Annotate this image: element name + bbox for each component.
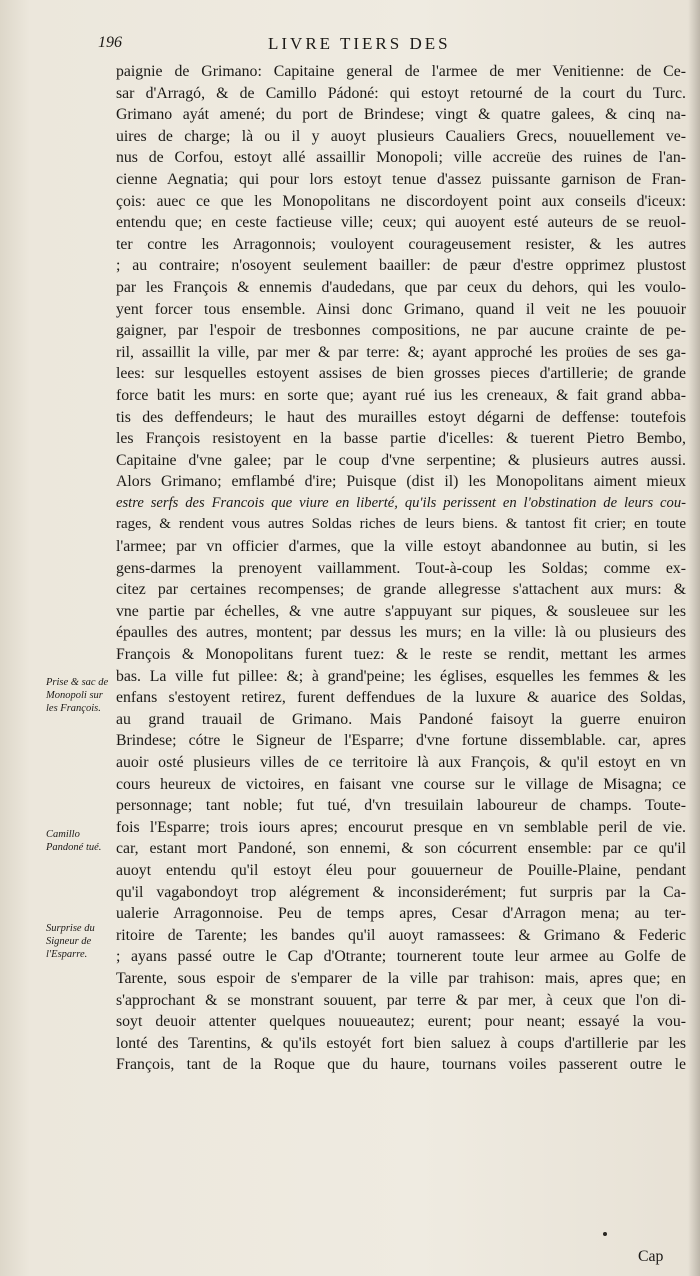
text-line: nus de Corfou, estoyt allé assaillir Monopoli; ville accreüe des ruines de l'an- [116,149,686,167]
page-number: 196 [98,34,122,51]
text-line: s'approchant & se monstrant souuent, par terre & par mer, à ceux que l'on di- [116,991,686,1009]
text-line: vne partie par échelles, & vne autre s'appuyant sur piques, & sousleuee sur les [116,602,686,620]
text-line: ril, assaillit la ville, par mer & par terre: &; ayant approché les proües de ses ga- [116,343,686,361]
margin-note-esparre: Surprise du Signeur de l'Esparre. [46,923,95,960]
running-title: LIVRE TIERS DES [268,34,451,53]
text-line: Tarente, sous espoir de s'emparer de la ville par trahison: mais, apres que; en [116,969,686,987]
text-line: ualerie Arragonnoise. Peu de temps apres, Cesar d'Arragon mena; au ter- [116,905,686,923]
text-line: Alors Grimano; emflambé d'ire; Puisque (dist il) les Monopolitans aiment mieux [116,473,686,491]
text-line: cienne Aegnatia; qui pour lors estoyt tenue d'assez puissante garnison de Fran- [116,170,686,188]
text-line: entendu que; en ceste factieuse ville; ceux; qui auoyent esté auteurs de se reuol- [116,214,686,232]
margin-note-pandone: Camillo Pandoné tué. [46,829,102,853]
text-line: auoir osté plusieurs villes de ce territoire là aux François, & qu'il estoyt en vn [116,754,686,771]
text-line: au grand trauail de Grimano. Mais Pandoné faisoyt la guerre enuiron [116,710,686,728]
text-line: enfans s'estoyent retirez, furent deffendues de la luxure & auarice des Soldas, [116,689,686,707]
text-line: gens-darmes la prenoyent vaillamment. Tout-à-coup les Soldas; comme ex- [116,559,686,577]
text-line: François & Monopolitans furent tuez: & le reste se rendit, mettant les armes [116,646,686,664]
text-line: auoyt entendu qu'il estoyt éleu pour gouuerneur de Pouille-Plaine, pendant [116,861,686,879]
text-line: les François resistoyent en la basse partie d'icelles: & tuerent Pietro Bembo, [116,430,686,448]
text-line: qu'il vagabondoyt trop alégrement & inconsiderément; fut surpris par la Ca- [116,883,686,901]
text-line: par les François & ennemis d'audedans, que par ceux du dehors, qui les voulo- [116,278,686,296]
text-line: cours heureux de victoires, en faisant vne course sur le village de Misagna; ce [116,775,686,793]
page-header [98,34,678,56]
text-line: paignie de Grimano: Capitaine general de l'armee de mer Venitienne: de Ce- [116,63,686,80]
binding-shadow [688,0,700,1276]
text-line: soyt deuoir attenter quelques nouueautez; eurent; pour neant; essayé la vou- [116,1013,686,1031]
text-line: yent forcer tous ensemble. Ainsi donc Grimano, quand il veit ne les pouuoir [116,300,686,318]
text-line: personnage; tant noble; fut tué, d'vn tresuilain laboureur de champs. Toute- [116,797,686,815]
text-line: lonté des Tarentins, & qu'ils estoyét fort bien saluez à coups d'artillerie par les [116,1034,686,1052]
body-text [116,61,686,1076]
text-line: l'armee; par vn officier d'armes, que la ville estoyt abandonnee au butin, si les [116,538,686,556]
text-line: lees: sur lesquelles estoyent assises de bien grosses pieces d'artillerie; de grande [116,365,686,383]
text-line: citez par certaines recompenses; de grande allegresse s'attachent aux murs: & [116,581,686,599]
text-line: épaulles des autres, montent; par dessus les murs; en la ville: là ou plusieurs des [116,624,686,642]
text-line: ; au contraire; n'osoyent seulement baailler: de pæur d'estre opprimez plustost [116,257,686,275]
text-line: force batit les murs: en sorte que; ayant rué ius les creneaux, & fait grand abba- [116,386,686,404]
text-line-italic: estre serfs des Francois que viure en liberté, qu'ils perissent en l'obstination de leurs cou- [116,494,686,511]
text-line: sar d'Arragó, & de Camillo Pádoné: qui estoyt retourné de la court du Turc. [116,84,686,102]
printer-mark [603,1232,607,1236]
margin-note-monopoli: Prise & sac de Monopoli sur les François. [46,677,109,714]
text-line: ritoire de Tarente; les bandes qu'il auoyt ramassees: & Grimano & Federic [116,926,686,944]
text-line: bas. La ville fut pillee: &; à grand'peine; les églises, esquelles les femmes & les [116,667,686,685]
text-line: uires de charge; là ou il y auoyt plusieurs Caualiers Grecs, nouuellement ve- [116,127,686,145]
text-line: gaigner, par l'espoir de tresbonnes compositions, ne par aucune crainte de pe- [116,322,686,340]
text-line: ; ayans passé outre le Cap d'Otrante; tournerent toute leur armee au Golfe de [116,948,686,966]
text-line: tis des deffendeurs; le haut des murailles estoyt dégarni de deffense: toutefois [116,408,686,426]
text-line: Capitaine d'vne galee; par le coup d'vne serpentine; & plusieurs autres aussi. [116,451,686,469]
text-line: François, tant de la Roque que du haure, tournans voiles passerent outre le [116,1056,686,1074]
catchword: Cap [638,1248,664,1265]
text-line: ter contre les Arragonnois; vouloyent courageusement resister, & les autres [116,235,686,253]
text-line: çois: auec ce que les Monopolitans ne discordoyent point aux conseils d'iceux: [116,192,686,210]
text-line: car, estant mort Pandoné, son ennemi, & son cócurrent ensemble: par ce qu'il [116,840,686,858]
text-line: Grimano ayát amené; du port de Brindese; vingt & quatre galees, & cinq na- [116,106,686,124]
text-line: fois l'Esparre; trois iours apres; encourut presque en vn semblable peril de vie. [116,818,686,836]
text-line: Brindese; cótre le Signeur de l'Esparre; d'vne fortune dissemblable. car, apres [116,732,686,750]
text-line: rages, & rendent vous autres Soldas riches de leurs biens. & tantost fit crier; en toute [116,516,686,533]
